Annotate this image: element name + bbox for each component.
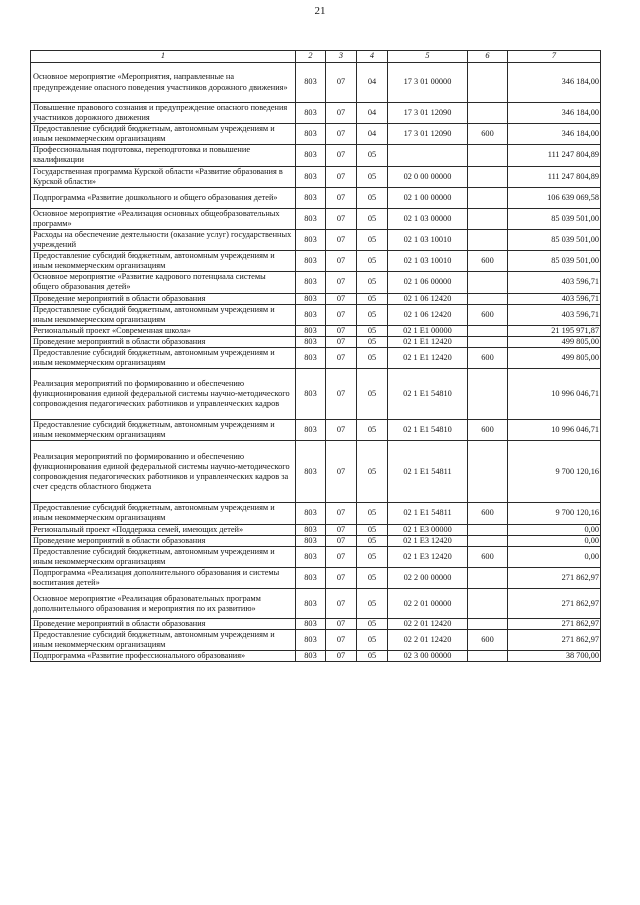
item-name: Предоставление субсидий бюджетным, автономным учреждениям и иным некоммерческим организациям (31, 546, 296, 567)
subsection-code: 05 (357, 325, 388, 336)
table-row (31, 651, 601, 662)
ministry-code: 803 (296, 535, 326, 546)
target-article-code: 02 1 E1 54811 (388, 441, 468, 503)
ministry-code: 803 (296, 347, 326, 368)
subsection-code: 05 (357, 347, 388, 368)
table-row (31, 304, 601, 325)
subsection-code: 05 (357, 567, 388, 588)
section-code: 07 (326, 567, 357, 588)
ministry-code: 803 (296, 187, 326, 208)
amount: 403 596,71 (508, 293, 601, 304)
expense-type-code (468, 166, 508, 187)
subsection-code: 05 (357, 546, 388, 567)
expense-type-code (468, 145, 508, 166)
target-article-code: 02 1 E3 12420 (388, 535, 468, 546)
subsection-code: 05 (357, 589, 388, 619)
amount: 106 639 069,58 (508, 187, 601, 208)
target-article-code: 02 2 01 12420 (388, 619, 468, 630)
target-article-code: 02 1 06 12420 (388, 304, 468, 325)
amount: 85 039 501,00 (508, 208, 601, 229)
ministry-code: 803 (296, 630, 326, 651)
subsection-code: 05 (357, 251, 388, 272)
expense-type-code (468, 441, 508, 503)
section-code: 07 (326, 503, 357, 524)
expense-type-code: 600 (468, 420, 508, 441)
table-row (31, 208, 601, 229)
expense-type-code: 600 (468, 546, 508, 567)
item-name: Государственная программа Курской области «Развитие образования в Курской области» (31, 166, 296, 187)
item-name: Основное мероприятие «Мероприятия, направленные на предупреждение опасного поведения участников дорожного движения» (31, 63, 296, 103)
amount: 10 996 046,71 (508, 420, 601, 441)
ministry-code: 803 (296, 503, 326, 524)
ministry-code: 803 (296, 251, 326, 272)
table-row (31, 619, 601, 630)
expense-type-code (468, 187, 508, 208)
item-name: Предоставление субсидий бюджетным, автономным учреждениям и иным некоммерческим организациям (31, 420, 296, 441)
column-header-6: 6 (468, 51, 508, 63)
target-article-code: 02 1 E1 54810 (388, 420, 468, 441)
section-code: 07 (326, 229, 357, 250)
section-code: 07 (326, 293, 357, 304)
amount: 21 195 971,87 (508, 325, 601, 336)
section-code: 07 (326, 420, 357, 441)
target-article-code: 02 1 E3 12420 (388, 546, 468, 567)
ministry-code: 803 (296, 441, 326, 503)
item-name: Расходы на обеспечение деятельности (оказание услуг) государственных учреждений (31, 229, 296, 250)
table-row (31, 187, 601, 208)
expense-type-code (468, 567, 508, 588)
amount: 346 184,00 (508, 63, 601, 103)
target-article-code: 17 3 01 00000 (388, 63, 468, 103)
subsection-code: 05 (357, 304, 388, 325)
item-name: Проведение мероприятий в области образования (31, 336, 296, 347)
ministry-code: 803 (296, 124, 326, 145)
item-name: Основное мероприятие «Реализация образовательных программ дополнительного образования и мероприятия по их развитию» (31, 589, 296, 619)
target-article-code: 02 1 E1 54810 (388, 369, 468, 420)
column-header-2: 2 (296, 51, 326, 63)
amount: 0,00 (508, 535, 601, 546)
amount: 111 247 804,89 (508, 166, 601, 187)
table-row (31, 441, 601, 503)
expense-type-code (468, 369, 508, 420)
item-name: Предоставление субсидий бюджетным, автономным учреждениям и иным некоммерческим организациям (31, 304, 296, 325)
section-code: 07 (326, 524, 357, 535)
ministry-code: 803 (296, 589, 326, 619)
item-name: Проведение мероприятий в области образования (31, 535, 296, 546)
section-code: 07 (326, 369, 357, 420)
section-code: 07 (326, 124, 357, 145)
subsection-code: 05 (357, 619, 388, 630)
section-code: 07 (326, 145, 357, 166)
section-code: 07 (326, 630, 357, 651)
ministry-code: 803 (296, 567, 326, 588)
table-row (31, 166, 601, 187)
target-article-code: 02 1 06 12420 (388, 293, 468, 304)
subsection-code: 05 (357, 145, 388, 166)
expense-type-code: 600 (468, 304, 508, 325)
table-row (31, 546, 601, 567)
column-header-4: 4 (357, 51, 388, 63)
table-row (31, 272, 601, 293)
expense-type-code (468, 619, 508, 630)
column-header-7: 7 (508, 51, 601, 63)
expense-type-code (468, 272, 508, 293)
ministry-code: 803 (296, 304, 326, 325)
ministry-code: 803 (296, 651, 326, 662)
ministry-code: 803 (296, 229, 326, 250)
table-row (31, 524, 601, 535)
item-name: Подпрограмма «Реализация дополнительного образования и системы воспитания детей» (31, 567, 296, 588)
section-code: 07 (326, 304, 357, 325)
expense-type-code (468, 589, 508, 619)
ministry-code: 803 (296, 325, 326, 336)
subsection-code: 05 (357, 441, 388, 503)
ministry-code: 803 (296, 103, 326, 124)
section-code: 07 (326, 441, 357, 503)
amount: 85 039 501,00 (508, 229, 601, 250)
expense-type-code (468, 293, 508, 304)
target-article-code: 02 2 01 12420 (388, 630, 468, 651)
amount: 403 596,71 (508, 272, 601, 293)
target-article-code: 02 1 06 00000 (388, 272, 468, 293)
subsection-code: 05 (357, 630, 388, 651)
expense-type-code: 600 (468, 503, 508, 524)
expense-type-code (468, 63, 508, 103)
subsection-code: 05 (357, 503, 388, 524)
subsection-code: 05 (357, 535, 388, 546)
amount: 499 805,00 (508, 347, 601, 368)
expense-type-code: 600 (468, 347, 508, 368)
page-number: 21 (314, 5, 326, 17)
ministry-code: 803 (296, 208, 326, 229)
item-name: Основное мероприятие «Развитие кадрового потенциала системы общего образования детей» (31, 272, 296, 293)
section-code: 07 (326, 272, 357, 293)
item-name: Подпрограмма «Развитие профессионального образования» (31, 651, 296, 662)
ministry-code: 803 (296, 369, 326, 420)
table-row (31, 336, 601, 347)
table-body (31, 63, 601, 662)
target-article-code: 02 1 03 00000 (388, 208, 468, 229)
section-code: 07 (326, 347, 357, 368)
item-name: Предоставление субсидий бюджетным, автономным учреждениям и иным некоммерческим организациям (31, 630, 296, 651)
item-name: Профессиональная подготовка, переподготовка и повышение квалификации (31, 145, 296, 166)
expense-type-code: 600 (468, 630, 508, 651)
subsection-code: 05 (357, 208, 388, 229)
table-row (31, 369, 601, 420)
item-name: Региональный проект «Современная школа» (31, 325, 296, 336)
section-code: 07 (326, 546, 357, 567)
expense-type-code (468, 208, 508, 229)
table-row (31, 325, 601, 336)
item-name: Реализация мероприятий по формированию и обеспечению функционирования единой федеральной системы научно-методического сопровождения педагогических работников и управленческих кадров (31, 369, 296, 420)
target-article-code: 02 1 03 10010 (388, 251, 468, 272)
amount: 9 700 120,16 (508, 503, 601, 524)
item-name: Предоставление субсидий бюджетным, автономным учреждениям и иным некоммерческим организациям (31, 124, 296, 145)
target-article-code: 02 1 E3 00000 (388, 524, 468, 535)
amount: 85 039 501,00 (508, 251, 601, 272)
subsection-code: 04 (357, 103, 388, 124)
target-article-code: 02 0 00 00000 (388, 166, 468, 187)
amount: 10 996 046,71 (508, 369, 601, 420)
subsection-code: 05 (357, 187, 388, 208)
table-row (31, 567, 601, 588)
item-name: Предоставление субсидий бюджетным, автономным учреждениям и иным некоммерческим организациям (31, 347, 296, 368)
amount: 111 247 804,89 (508, 145, 601, 166)
amount: 0,00 (508, 546, 601, 567)
section-code: 07 (326, 651, 357, 662)
section-code: 07 (326, 619, 357, 630)
item-name: Предоставление субсидий бюджетным, автономным учреждениям и иным некоммерческим организациям (31, 503, 296, 524)
target-article-code: 02 3 00 00000 (388, 651, 468, 662)
amount: 38 700,00 (508, 651, 601, 662)
ministry-code: 803 (296, 293, 326, 304)
table-row (31, 589, 601, 619)
column-header-5: 5 (388, 51, 468, 63)
target-article-code: 17 3 01 12090 (388, 124, 468, 145)
subsection-code: 05 (357, 651, 388, 662)
table-row (31, 420, 601, 441)
ministry-code: 803 (296, 145, 326, 166)
amount: 271 862,97 (508, 567, 601, 588)
ministry-code: 803 (296, 546, 326, 567)
table-row (31, 124, 601, 145)
ministry-code: 803 (296, 524, 326, 535)
budget-table (30, 50, 601, 662)
ministry-code: 803 (296, 272, 326, 293)
target-article-code: 02 1 E1 12420 (388, 336, 468, 347)
target-article-code: 02 2 00 00000 (388, 567, 468, 588)
amount: 403 596,71 (508, 304, 601, 325)
table-row (31, 103, 601, 124)
column-header-1: 1 (31, 51, 296, 63)
expense-type-code (468, 535, 508, 546)
item-name: Основное мероприятие «Реализация основных общеобразовательных программ» (31, 208, 296, 229)
section-code: 07 (326, 166, 357, 187)
amount: 271 862,97 (508, 630, 601, 651)
section-code: 07 (326, 187, 357, 208)
target-article-code: 02 1 E1 00000 (388, 325, 468, 336)
amount: 346 184,00 (508, 124, 601, 145)
item-name: Проведение мероприятий в области образования (31, 619, 296, 630)
target-article-code: 02 1 00 00000 (388, 187, 468, 208)
item-name: Повышение правового сознания и предупреждение опасного поведения участников дорожного движения (31, 103, 296, 124)
amount: 0,00 (508, 524, 601, 535)
table-row (31, 229, 601, 250)
subsection-code: 05 (357, 229, 388, 250)
column-header-3: 3 (326, 51, 357, 63)
target-article-code (388, 145, 468, 166)
ministry-code: 803 (296, 63, 326, 103)
amount: 346 184,00 (508, 103, 601, 124)
target-article-code: 02 1 E1 54811 (388, 503, 468, 524)
table-row (31, 293, 601, 304)
ministry-code: 803 (296, 336, 326, 347)
amount: 271 862,97 (508, 619, 601, 630)
expense-type-code (468, 524, 508, 535)
subsection-code: 05 (357, 420, 388, 441)
table-row (31, 630, 601, 651)
subsection-code: 04 (357, 63, 388, 103)
subsection-code: 05 (357, 336, 388, 347)
section-code: 07 (326, 589, 357, 619)
table-header-row (31, 51, 601, 63)
amount: 9 700 120,16 (508, 441, 601, 503)
table-row (31, 251, 601, 272)
expense-type-code (468, 336, 508, 347)
ministry-code: 803 (296, 619, 326, 630)
section-code: 07 (326, 63, 357, 103)
target-article-code: 17 3 01 12090 (388, 103, 468, 124)
subsection-code: 05 (357, 524, 388, 535)
target-article-code: 02 1 E1 12420 (388, 347, 468, 368)
section-code: 07 (326, 251, 357, 272)
expense-type-code (468, 229, 508, 250)
amount: 271 862,97 (508, 589, 601, 619)
table-row (31, 63, 601, 103)
expense-type-code: 600 (468, 124, 508, 145)
expense-type-code: 600 (468, 251, 508, 272)
table-row (31, 503, 601, 524)
subsection-code: 05 (357, 166, 388, 187)
subsection-code: 05 (357, 272, 388, 293)
subsection-code: 05 (357, 293, 388, 304)
item-name: Предоставление субсидий бюджетным, автономным учреждениям и иным некоммерческим организациям (31, 251, 296, 272)
target-article-code: 02 2 01 00000 (388, 589, 468, 619)
table-row (31, 347, 601, 368)
table-row (31, 535, 601, 546)
target-article-code: 02 1 03 10010 (388, 229, 468, 250)
subsection-code: 04 (357, 124, 388, 145)
expense-type-code (468, 325, 508, 336)
section-code: 07 (326, 103, 357, 124)
ministry-code: 803 (296, 420, 326, 441)
subsection-code: 05 (357, 369, 388, 420)
item-name: Подпрограмма «Развитие дошкольного и общего образования детей» (31, 187, 296, 208)
section-code: 07 (326, 336, 357, 347)
section-code: 07 (326, 535, 357, 546)
expense-type-code (468, 103, 508, 124)
item-name: Реализация мероприятий по формированию и обеспечению функционирования единой федеральной системы научно-методического сопровождения педагогических работников и управленческих кадров за счет средств областного бюджета (31, 441, 296, 503)
ministry-code: 803 (296, 166, 326, 187)
amount: 499 805,00 (508, 336, 601, 347)
section-code: 07 (326, 325, 357, 336)
section-code: 07 (326, 208, 357, 229)
expense-type-code (468, 651, 508, 662)
table-row (31, 145, 601, 166)
item-name: Проведение мероприятий в области образования (31, 293, 296, 304)
item-name: Региональный проект «Поддержка семей, имеющих детей» (31, 524, 296, 535)
